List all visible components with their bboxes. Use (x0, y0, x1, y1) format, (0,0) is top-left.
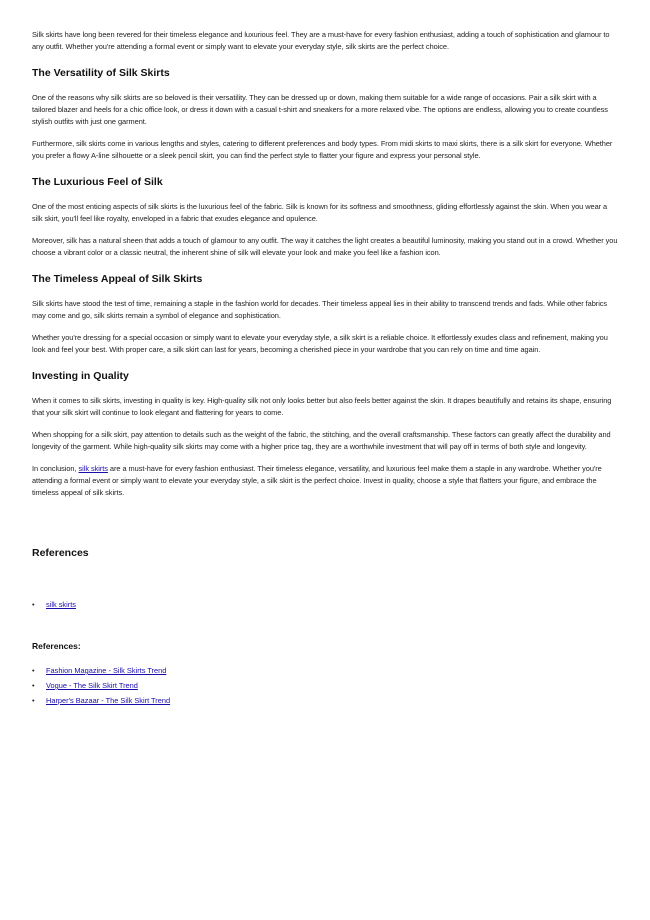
silk-skirts-link[interactable]: silk skirts (78, 464, 108, 473)
reference-link-fashion-magazine[interactable]: Fashion Magazine - Silk Skirts Trend (46, 666, 167, 675)
list-item (32, 599, 618, 611)
bullet-icon: • (32, 696, 35, 705)
versatility-paragraph-1: One of the reasons why silk skirts are so beloved is their versatility. They can be dressed up or down, making them suitable for a wide range of occasions. Pair a silk skirt with a tailored blazer and heels for a chic office look, or dress it down with a casual t-shirt and sneakers for a more relaxed vibe. The options are endless, allowing you to create countless stylish outfits with just one garment. (32, 93, 608, 126)
section-heading-timeless-appeal: The Timeless Appeal of Silk Skirts (32, 273, 203, 285)
conclusion-after: are a must-have for every fashion enthusiast. Their timeless elegance, versatility, and luxurious feel make them a staple in any wardrobe. Whether you're attending a formal event or simply want to elevate your everyday style, a silk skirt is the perfect choice. Invest in quality, choose a style that flatters your figure, and embrace the timeless appeal of silk skirts. (32, 464, 602, 497)
bullet-icon: • (32, 666, 35, 675)
reference-link-silk-skirts[interactable]: silk skirts (46, 600, 76, 609)
versatility-paragraph-2: Furthermore, silk skirts come in various lengths and styles, catering to different preferences and body types. From midi skirts to maxi skirts, there is a silk skirt for everyone. Whether you prefer a flowy A-line silhouette or a sleek pencil skirt, you can find the perfect style to flatter your figure and express your personal style. (32, 139, 613, 160)
list-item (32, 680, 618, 692)
conclusion-paragraph (32, 463, 618, 499)
references-sources-list (32, 665, 618, 707)
timeless-paragraph-2: Whether you're dressing for a special occasion or simply want to elevate your everyday style, a silk skirt is a reliable choice. It effortlessly exudes class and refinement, making you look and feel your best. With proper care, a silk skirt can last for years, becoming a cherished piece in your wardrobe that you can rely on time and time again. (32, 333, 608, 354)
timeless-paragraph-1: Silk skirts have stood the test of time, remaining a staple in the fashion world for decades. Their timeless appeal lies in their ability to transcend trends and fads. While other fabrics may come and go, silk skirts remain a symbol of elegance and sophistication. (32, 299, 608, 320)
list-item (32, 665, 618, 677)
references-list (32, 599, 618, 611)
section-heading-investing: Investing in Quality (32, 370, 129, 382)
references-heading: References (32, 547, 89, 559)
conclusion-before: In conclusion, (32, 464, 79, 473)
section-heading-versatility: The Versatility of Silk Skirts (32, 67, 170, 79)
intro-paragraph: Silk skirts have long been revered for their timeless elegance and luxurious feel. They are a must-have for every fashion enthusiast, adding a touch of sophistication and glamour to any outfit. Whether you're attending a formal event or simply want to elevate your everyday style, silk skirts are the perfect choice. (32, 30, 610, 51)
bullet-icon: • (32, 600, 35, 609)
list-item (32, 695, 618, 707)
reference-link-harpers-bazaar[interactable]: Harper's Bazaar - The Silk Skirt Trend (46, 696, 171, 705)
luxurious-paragraph-1: One of the most enticing aspects of silk skirts is the luxurious feel of the fabric. Silk is known for its softness and smoothness, gliding effortlessly against the skin. When you wear a silk skirt, you'll feel like royalty, enveloped in a fabric that exudes elegance and opulence. (32, 202, 608, 223)
section-heading-luxurious-feel: The Luxurious Feel of Silk (32, 176, 163, 188)
references-sub-heading: References: (32, 641, 81, 651)
luxurious-paragraph-2: Moreover, silk has a natural sheen that adds a touch of glamour to any outfit. The way it catches the light creates a beautiful luminosity, making you stand out in a crowd. Whether you choose a vibrant color or a classic neutral, the inherent shine of silk will elevate your look and make you feel like a fashion icon. (32, 236, 618, 257)
reference-link-vogue[interactable]: Vogue - The Silk Skirt Trend (46, 681, 138, 690)
investing-paragraph-2: When shopping for a silk skirt, pay attention to details such as the weight of the fabric, the stitching, and the overall craftsmanship. These factors can greatly affect the durability and longevity of the garment. While high-quality silk skirts may come with a higher price tag, they are a worthwhile investment that will pay off in terms of both style and longevity. (32, 430, 611, 451)
bullet-icon: • (32, 681, 35, 690)
investing-paragraph-1: When it comes to silk skirts, investing in quality is key. High-quality silk not only looks better but also feels better against the skin. It drapes beautifully and retains its shape, ensuring that your silk skirt will continue to look elegant and flattering for years to come. (32, 396, 612, 417)
